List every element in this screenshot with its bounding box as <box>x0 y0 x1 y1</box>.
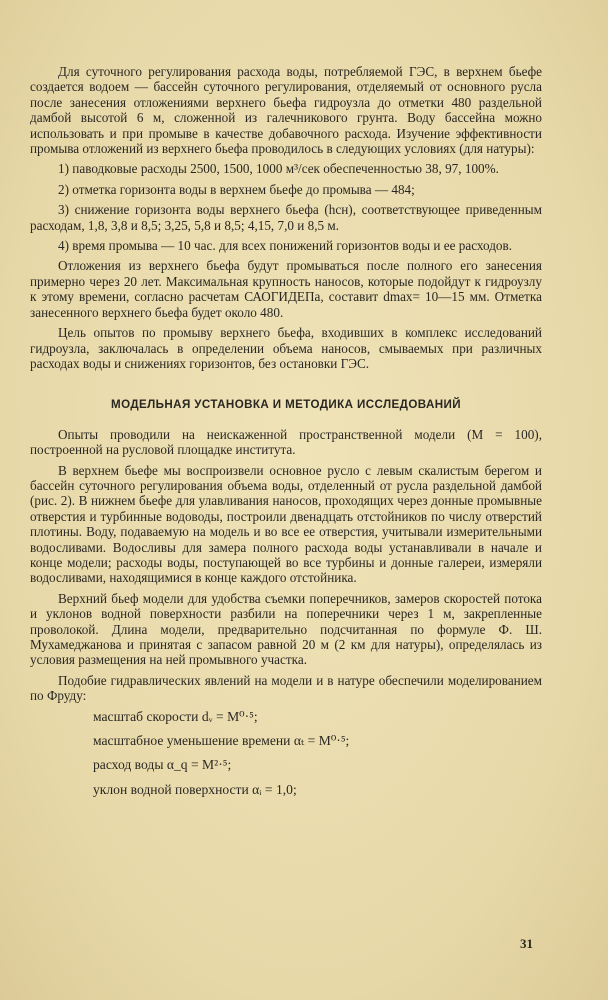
paragraph-upstream: В верхнем бьефе мы воспроизвели основное русло с левым скалистым берегом и бассейн суточного регулирования объема воды, отделенный от русла раздельной дамбой (рис. 2). В нижнем бьефе для улавливания наносов, проходящих через донные промывные отверстия и турбинные водоводы, построили двенадцать отстойников по числу отверстий плотины. Воду, подаваемую на модель и во все ее отверстия, учитывали измерительными водосливами. Водосливы для замера полного расхода воды устанавливали в начале и конце модели; расходы воды, поступающей во все турбины и донные галереи, измеряли водосливами, находящимися в конце каждого отстойника. <box>30 462 542 586</box>
paragraph-intro: Для суточного регулирования расхода воды, потребляемой ГЭС, в верхнем бьефе создается водоем — бассейн суточного регулирования, отделяемый от основного русла после занесения отложениями верхнего бьефа гидроузла до отметки 480 раздельной дамбой высотой 6 м, сложенной из галечникового грунта. Воду бассейна можно использовать и при промыве в качестве добавочного расхода. Изучение эффективности промыва отложений из верхнего бьефа проводилось в следующих условиях (для натуры): <box>30 64 542 157</box>
page-number: 31 <box>520 936 533 951</box>
text-body <box>30 64 542 806</box>
paragraph-model: Опыты проводили на неискаженной пространственной модели (M = 100), построенной на русловой площадке института. <box>30 426 542 458</box>
section-heading: МОДЕЛЬНАЯ УСТАНОВКА И МЕТОДИКА ИССЛЕДОВАНИЙ <box>111 398 461 412</box>
list-item-flush-time: 4) время промыва — 10 час. для всех понижений горизонтов воды и ее расходов. <box>58 238 513 254</box>
list-item-water-level: 2) отметка горизонта воды в верхнем бьефе до промыва — 484; <box>58 181 415 197</box>
list-item-level-drop: 3) снижение горизонта воды верхнего бьефа (hсн), соответствующее приведенным расходам, 1,8, 3,8 и 8,5; 3,25, 5,8 и 8,5; 4,15, 7,0 и 8,5 м. <box>30 202 542 233</box>
paragraph-goal: Цель опытов по промыву верхнего бьефа, входивших в комплекс исследований гидроузла, заключалась в определении объема наносов, смываемых при различных расходах воды и снижениях горизонтов, без остановки ГЭС. <box>30 325 542 371</box>
formula-velocity-scale: масштаб скорости dᵥ = M⁰·⁵; <box>93 708 258 724</box>
paragraph-cross-sections: Верхний бьеф модели для удобства съемки поперечников, замеров скоростей потока и уклонов водной поверхности разбили на поперечники через 1 м, закрепленные проволокой. Длина модели, предварительно подсчитанная по формуле Ф. Ш. Мухамеджанова и принятая с запасом равной 20 м (2 км для натуры), определялась из условия размещения на ней промывного участка. <box>30 590 542 668</box>
list-item-flows: 1) паводковые расходы 2500, 1500, 1000 м³/сек обеспеченностью 38, 97, 100%. <box>58 161 499 177</box>
formula-time-scale: масштабное уменьшение времени αₜ = M⁰·⁵; <box>93 733 350 749</box>
paragraph-froude: Подобие гидравлических явлений на модели и в натуре обеспечили моделированием по Фруду: <box>30 672 542 704</box>
formula-discharge-scale: расход воды α_q = M²·⁵; <box>93 757 232 773</box>
formula-slope-scale: уклон водной поверхности αᵢ = 1,0; <box>93 781 297 797</box>
paragraph-sediments: Отложения из верхнего бьефа будут промываться после полного его занесения примерно через 20 лет. Максимальная крупность наносов, которые подойдут к гидроузлу к этому времени, согласно расчетам САОГИДЕПа, составит dmax= 10—15 мм. Отметка занесенного верхнего бьефа будет около 480. <box>30 258 542 320</box>
formula-list <box>93 709 542 798</box>
